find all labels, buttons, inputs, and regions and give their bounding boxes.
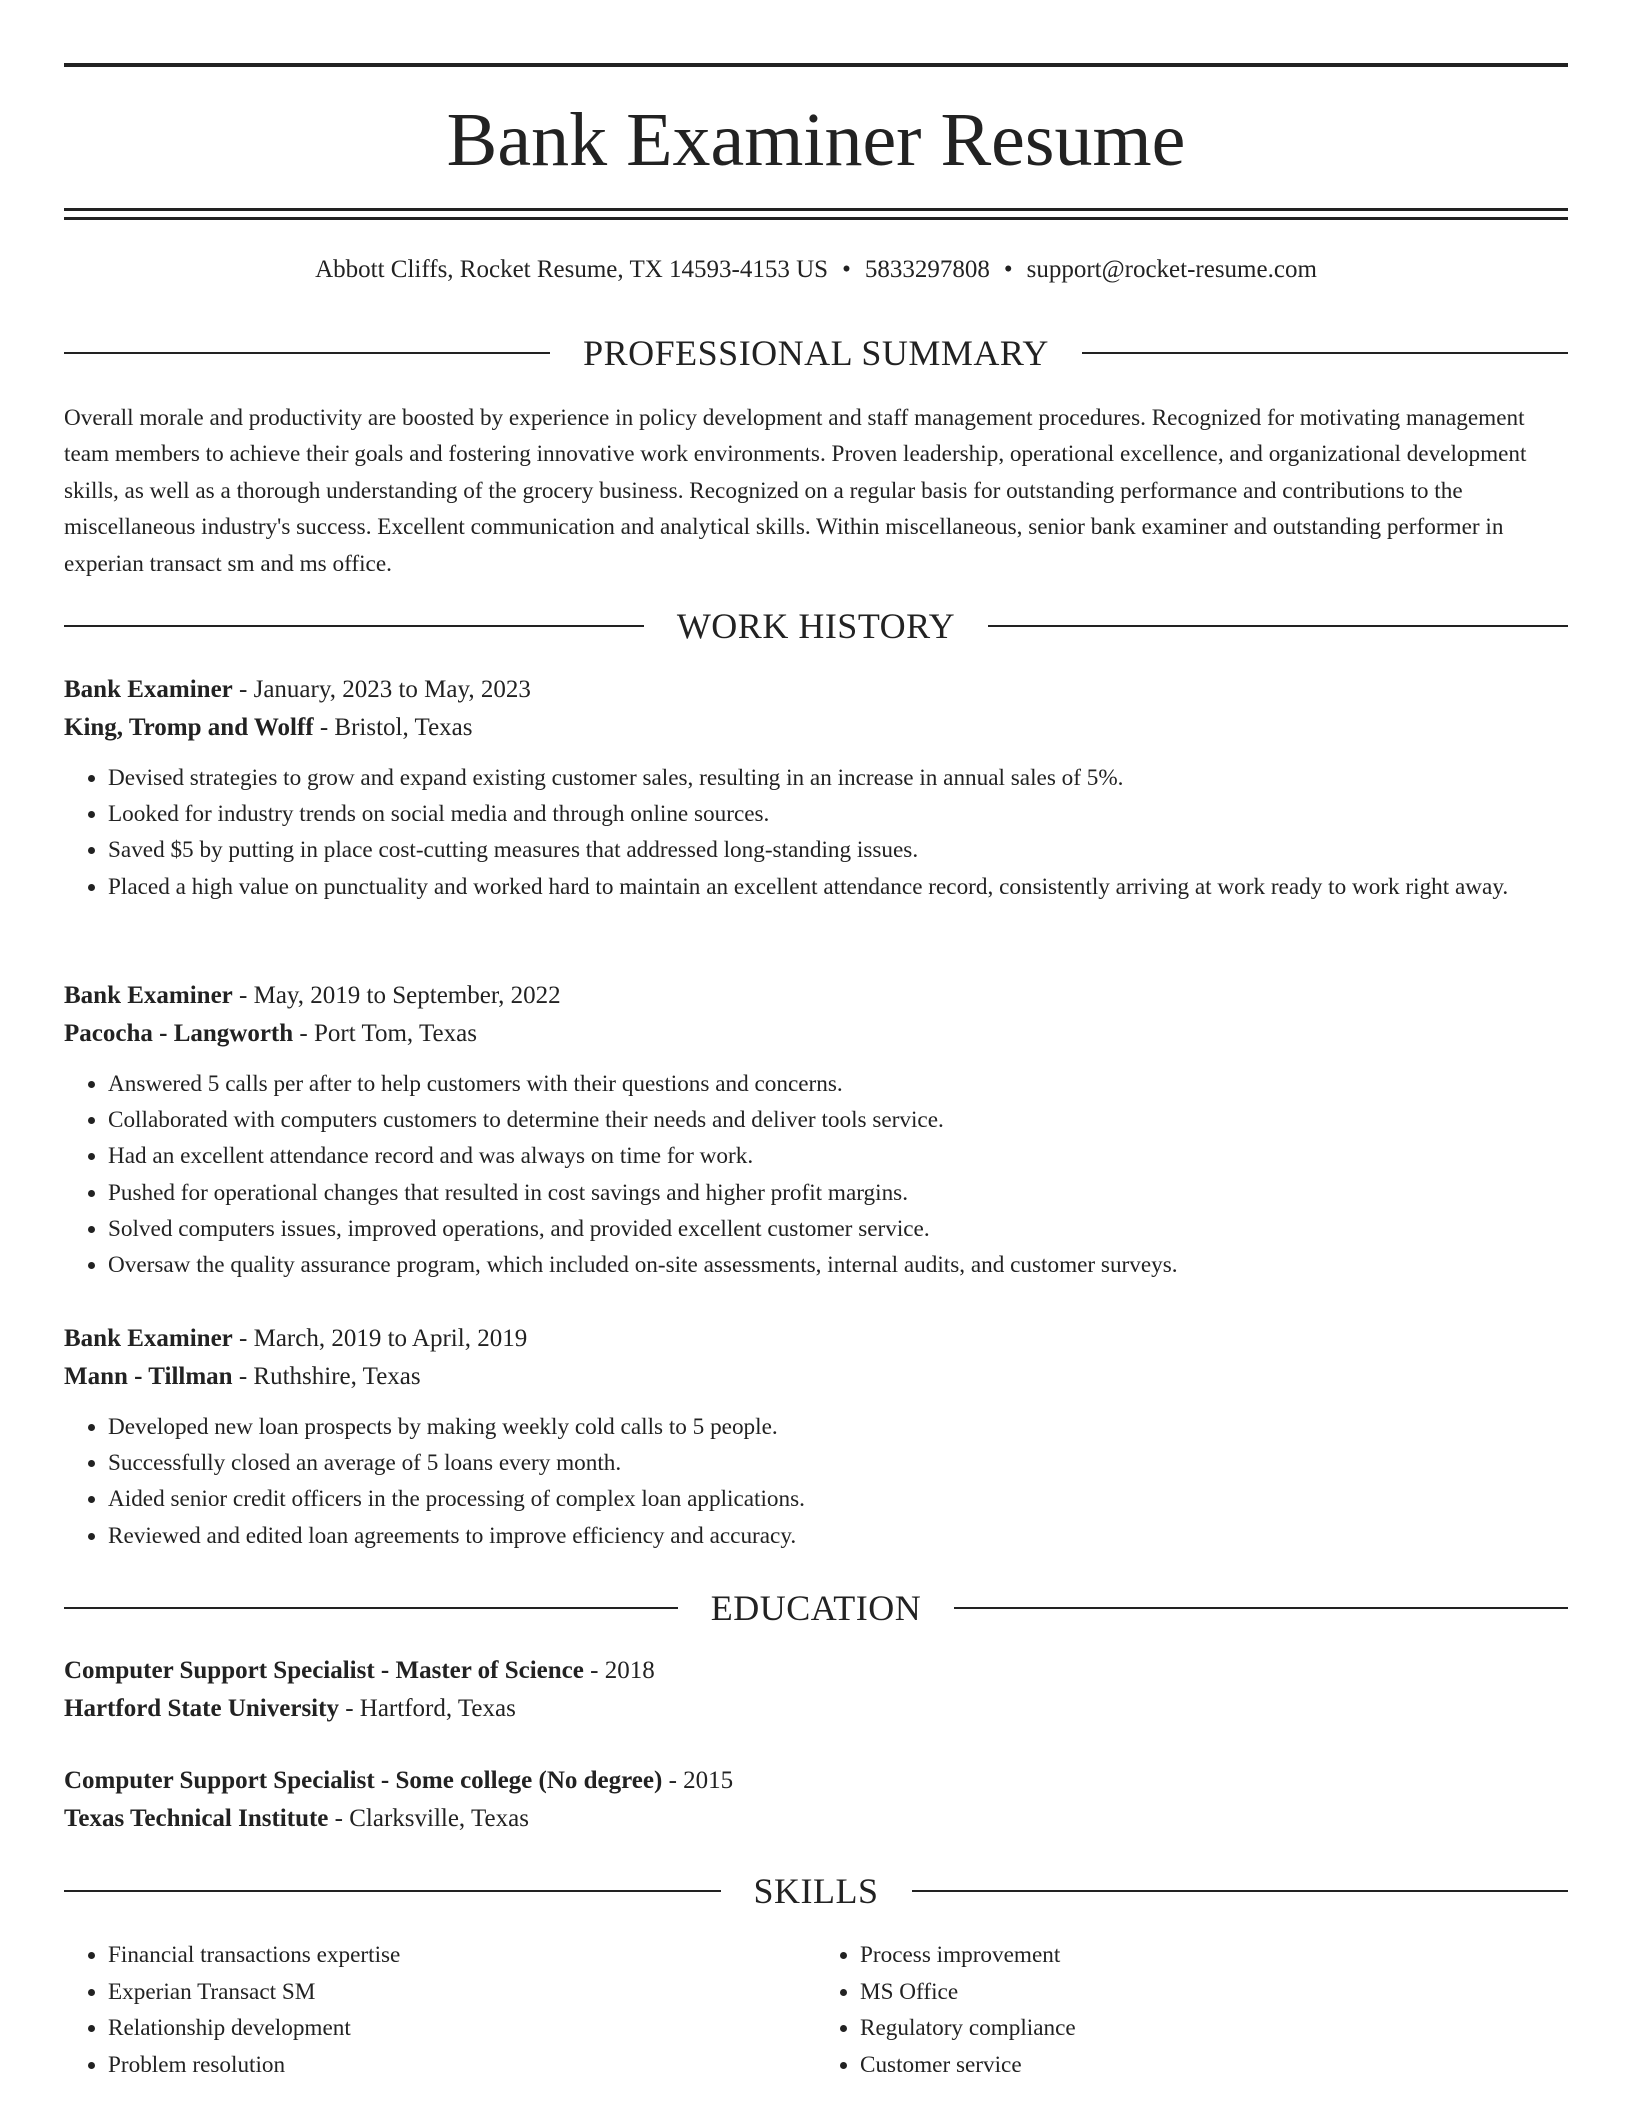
job-company: King, Tromp and Wolff xyxy=(64,714,314,741)
contact-address: Abbott Cliffs, Rocket Resume, TX 14593-4153 US xyxy=(315,256,829,283)
skill-item: • Problem resolution xyxy=(108,2047,816,2084)
skill-item: • Experian Transact SM xyxy=(108,1974,816,2011)
contact-email: support@rocket-resume.com xyxy=(1026,256,1317,283)
education-location: - Clarksville, Texas xyxy=(328,1805,529,1832)
contact-separator: • xyxy=(842,256,851,283)
skills-columns xyxy=(64,1937,1568,2083)
skill-item: • Regulatory compliance xyxy=(860,2010,1568,2047)
section-rule xyxy=(954,1607,1568,1609)
job-dates: - March, 2019 to April, 2019 xyxy=(232,1325,528,1352)
job-title-line xyxy=(64,977,1568,1015)
contact-line xyxy=(64,252,1568,288)
job-dates: - May, 2019 to September, 2022 xyxy=(232,982,561,1009)
job-bullet: • Oversaw the quality assurance program, which included on-site assessments, internal audits, and customer surveys. xyxy=(108,1247,1568,1283)
section-rule xyxy=(64,625,644,627)
education-location: - Hartford, Texas xyxy=(338,1695,516,1722)
job-company-line xyxy=(64,1015,1568,1053)
section-rule xyxy=(64,352,550,354)
section-title: EDUCATION xyxy=(710,1588,922,1628)
job-bullet: • Looked for industry trends on social media and through online sources. xyxy=(108,796,1568,832)
education-degree-line xyxy=(64,1652,1568,1690)
education-school-line xyxy=(64,1690,1568,1728)
job-bullet: • Collaborated with computers customers to determine their needs and deliver tools service. xyxy=(108,1102,1568,1138)
job-entry xyxy=(64,977,1568,1283)
job-company-line xyxy=(64,1358,1568,1396)
section-rule xyxy=(1082,352,1568,354)
education-degree: Computer Support Specialist - Master of Science xyxy=(64,1657,584,1684)
job-bullet: • Placed a high value on punctuality and worked hard to maintain an excellent attendance record, consistently arriving at work ready to work right away. xyxy=(108,869,1568,905)
section-title: WORK HISTORY xyxy=(676,606,956,646)
job-bullet: • Solved computers issues, improved operations, and provided excellent customer service. xyxy=(108,1211,1568,1247)
contact-phone: 5833297808 xyxy=(864,256,990,283)
section-rule xyxy=(64,1890,721,1892)
job-bullet: • Answered 5 calls per after to help customers with their questions and concerns. xyxy=(108,1066,1568,1102)
job-bullet: • Had an excellent attendance record and was always on time for work. xyxy=(108,1138,1568,1174)
education-school: Texas Technical Institute xyxy=(64,1805,329,1832)
education-year: - 2018 xyxy=(583,1657,655,1684)
summary-paragraph: Overall morale and productivity are boosted by experience in policy development and staff management procedures. Recognized for motivating management team members to achieve their goals and fostering innovative work environments. Proven leadership, operational excellence, and organizational development skills, as well as a thorough understanding of the grocery business. Recognized on a regular basis for outstanding performance and contributions to the miscellaneous industry's success. Excellent communication and analytical skills. Within miscellaneous, senior bank examiner and outstanding performer in experian transact sm and ms office. xyxy=(64,405,1527,577)
education-degree: Computer Support Specialist - Some college (No degree) xyxy=(64,1767,663,1794)
job-bullets xyxy=(64,1066,1568,1283)
job-company: Pacocha - Langworth xyxy=(64,1020,294,1047)
contact-separator: • xyxy=(1003,256,1013,283)
skill-item: • Financial transactions expertise xyxy=(108,1937,816,1974)
job-bullet: • Reviewed and edited loan agreements to improve efficiency and accuracy. xyxy=(108,1518,1568,1554)
skill-item: • Process improvement xyxy=(860,1937,1568,1974)
section-title: PROFESSIONAL SUMMARY xyxy=(583,333,1049,373)
job-bullet: • Saved $5 by putting in place cost-cutting measures that addressed long-standing issues. xyxy=(108,832,1568,868)
job-bullet: • Developed new loan prospects by making weekly cold calls to 5 people. xyxy=(108,1409,1568,1445)
section-header-education xyxy=(64,1588,1568,1628)
job-entry xyxy=(64,1320,1568,1554)
job-bullet: • Aided senior credit officers in the processing of complex loan applications. xyxy=(108,1481,1568,1517)
job-bullets xyxy=(64,760,1568,905)
education-entry xyxy=(64,1652,1568,1728)
job-title-line xyxy=(64,1320,1568,1358)
section-header-skills xyxy=(64,1871,1568,1911)
education-entry xyxy=(64,1762,1568,1838)
job-title: Bank Examiner xyxy=(64,676,233,703)
skills-list-left xyxy=(64,1937,816,2083)
job-company: Mann - Tillman xyxy=(64,1363,233,1390)
title-double-rule xyxy=(64,208,1568,220)
job-entry xyxy=(64,671,1568,905)
education-school: Hartford State University xyxy=(64,1695,339,1722)
job-location: - Ruthshire, Texas xyxy=(232,1363,421,1390)
job-bullet: • Devised strategies to grow and expand existing customer sales, resulting in an increase in annual sales of 5%. xyxy=(108,760,1568,796)
education-degree-line xyxy=(64,1762,1568,1800)
skill-item: • Customer service xyxy=(860,2047,1568,2084)
resume-title: Bank Examiner Resume xyxy=(446,98,1186,182)
education-year: - 2015 xyxy=(662,1767,734,1794)
job-bullets xyxy=(64,1409,1568,1554)
job-title: Bank Examiner xyxy=(64,1325,233,1352)
skills-list-right xyxy=(816,1937,1568,2083)
job-location: - Bristol, Texas xyxy=(313,714,473,741)
top-rule xyxy=(64,63,1568,67)
job-title: Bank Examiner xyxy=(64,982,233,1009)
job-company-line xyxy=(64,709,1568,747)
job-bullet: • Pushed for operational changes that resulted in cost savings and higher profit margins. xyxy=(108,1175,1568,1211)
job-bullet: • Successfully closed an average of 5 loans every month. xyxy=(108,1445,1568,1481)
skill-item: • Relationship development xyxy=(108,2010,816,2047)
job-title-line xyxy=(64,671,1568,709)
section-header-work-history xyxy=(64,606,1568,646)
section-header-summary xyxy=(64,333,1568,373)
skill-item: • MS Office xyxy=(860,1974,1568,2011)
section-rule xyxy=(64,1607,678,1609)
job-location: - Port Tom, Texas xyxy=(293,1020,477,1047)
job-dates: - January, 2023 to May, 2023 xyxy=(232,676,531,703)
section-title: SKILLS xyxy=(753,1871,879,1911)
section-rule xyxy=(912,1890,1569,1892)
section-rule xyxy=(988,625,1568,627)
education-school-line xyxy=(64,1800,1568,1838)
